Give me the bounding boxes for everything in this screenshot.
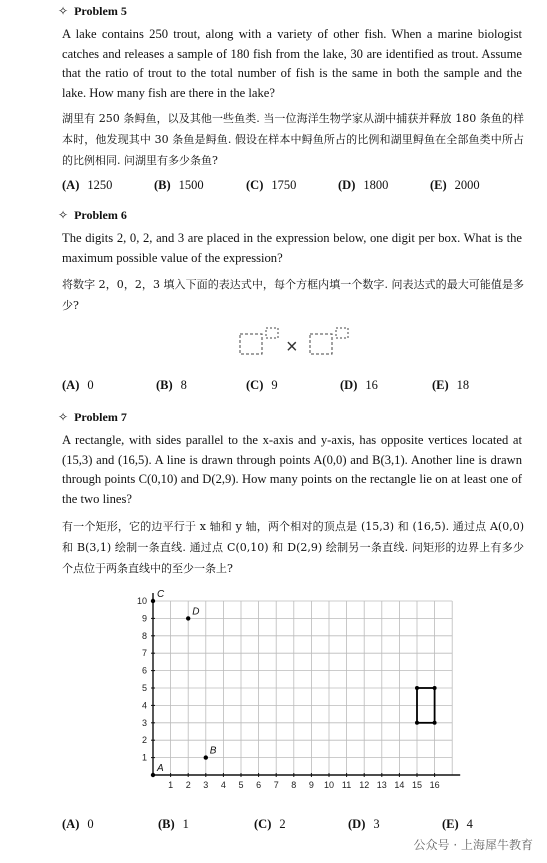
option-c[interactable]: (C) 2 [254, 817, 286, 831]
option-a[interactable]: (A) 1250 [62, 178, 113, 192]
times-sign: × [286, 336, 298, 358]
x-tick-label: 2 [185, 780, 191, 790]
x-tick-label: 7 [273, 780, 279, 790]
x-tick-label: 14 [394, 780, 405, 790]
diamond-icon: ✧ [58, 410, 69, 424]
coordinate-grid-chart [0, 580, 547, 810]
problem-6-chinese: 将数字 2，0，2，3 填入下面的表达式中，每个方框内填一个数字. 问表达式的最大可能值是多少? [62, 278, 524, 312]
problem-7-chinese: 有一个矩形，它的边平行于 x 轴和 y 轴，两个相对的顶点是 (15,3) 和 (16,5). 通过点 A(0,0) 和 B(3,1) 绘制一条直线. 通过点 C(0,10) 和 D(2,9) 绘制另一条直线. 问矩形的边界上有多少个点位于两条直线中的至少一条上? [62, 520, 524, 575]
y-tick-label: 9 [141, 613, 147, 624]
point-a [151, 773, 155, 777]
problem-5-english: A lake contains 250 trout, along with a variety of other fish. When a marine biologist catches and releases a sample of 180 fish from the lake, 30 are identified as trout. Assume that the ratio of trout to the total number of fish is the same in both the sample and the lake. How many fish are there in the lake? [62, 27, 522, 100]
point-label-d: D [192, 606, 200, 618]
x-tick-label: 16 [429, 780, 440, 790]
x-tick-label: 10 [323, 780, 335, 790]
rectangle-vertex [415, 686, 419, 690]
problem-7-english: A rectangle, with sides parallel to the x-axis and y-axis, has opposite vertices located at (15,3) and (16,5). A line is drawn through points A(0,0) and B(3,1). Another line is drawn through points C(0,10) and D(2,9). How many points on the rectangle lie on at least one of the two lines? [62, 433, 522, 506]
option-b[interactable]: (B) 1 [158, 817, 189, 831]
option-d[interactable]: (D) 16 [340, 378, 378, 392]
y-tick-label: 3 [141, 717, 147, 728]
problem-6-heading: Problem 6 [74, 208, 127, 222]
option-d[interactable]: (D) 1800 [338, 178, 389, 192]
expression-figure [236, 326, 356, 360]
x-tick-label: 1 [168, 780, 174, 790]
problem-5-chinese: 湖里有 250 条鲟鱼，以及其他一些鱼类. 当一位海洋生物学家从湖中捕获并释放 180 条鱼的样本时，他发现其中 30 条鱼是鲟鱼. 假设在样本中鲟鱼所占的比例和湖里鲟鱼在全部鱼类中所占的比例相同. 问湖里有多少条鱼? [62, 112, 524, 167]
x-tick-label: 4 [220, 780, 226, 790]
problem-5-heading: Problem 5 [74, 4, 127, 18]
problem-5-options [62, 178, 482, 194]
diamond-icon: ✧ [58, 208, 69, 222]
problem-6-options [62, 378, 482, 394]
base-box-2 [310, 334, 332, 354]
point-b [204, 755, 208, 759]
y-tick-label: 4 [141, 700, 147, 711]
option-c[interactable]: (C) 9 [246, 378, 278, 392]
point-label-b: B [209, 745, 217, 757]
option-b[interactable]: (B) 8 [156, 378, 187, 392]
option-b[interactable]: (B) 1500 [154, 178, 204, 192]
option-d[interactable]: (D) 3 [348, 817, 380, 831]
x-tick-label: 11 [341, 780, 352, 790]
y-tick-label: 7 [141, 648, 147, 659]
option-e[interactable]: (E) 2000 [430, 178, 480, 192]
problem-7-title [58, 410, 127, 425]
y-tick-label: 5 [141, 683, 147, 693]
base-box-1 [240, 334, 262, 354]
y-tick-label: 2 [141, 735, 147, 746]
option-a[interactable]: (A) 0 [62, 817, 94, 831]
diamond-icon: ✧ [58, 4, 69, 18]
point-label-a: A [157, 763, 164, 774]
x-tick-label: 13 [376, 780, 387, 790]
expression-boxes [236, 326, 356, 365]
rectangle-vertex [433, 721, 437, 725]
points [151, 589, 217, 777]
rectangle-vertex [415, 721, 419, 725]
point-d [186, 616, 190, 620]
y-tick-label: 1 [141, 752, 147, 763]
x-tick-label: 12 [359, 780, 370, 790]
option-e[interactable]: (E) 4 [442, 817, 473, 831]
x-tick-label: 15 [411, 780, 423, 790]
option-a[interactable]: (A) 0 [62, 378, 94, 392]
x-tick-label: 3 [203, 780, 209, 790]
y-tick-label: 6 [141, 665, 147, 676]
y-tick-label: 10 [136, 596, 147, 606]
axes [153, 593, 460, 775]
problem-6-title [58, 208, 127, 223]
option-c[interactable]: (C) 1750 [246, 178, 297, 192]
problem-6-english: The digits 2, 0, 2, and 3 are placed in the expression below, one digit per box. What is the maximum possible value of the expression? [62, 231, 522, 265]
x-tick-label: 6 [256, 780, 262, 790]
y-tick-label: 8 [141, 630, 147, 641]
grid-lines [153, 601, 452, 775]
option-e[interactable]: (E) 18 [432, 378, 470, 392]
tick-labels [137, 596, 440, 790]
problem-7-options [62, 817, 482, 833]
x-tick-label: 5 [238, 780, 244, 790]
point-c [151, 599, 155, 603]
x-tick-label: 9 [308, 780, 314, 790]
problem-7-heading: Problem 7 [74, 410, 127, 424]
exponent-box-2 [336, 328, 348, 338]
watermark: 公众号 · 上海犀牛教育 [413, 838, 533, 852]
exponent-box-1 [266, 328, 278, 338]
rectangle-vertex [433, 686, 437, 690]
x-tick-label: 8 [291, 780, 297, 790]
problem-5-title [58, 4, 127, 19]
point-label-c: C [157, 589, 165, 600]
